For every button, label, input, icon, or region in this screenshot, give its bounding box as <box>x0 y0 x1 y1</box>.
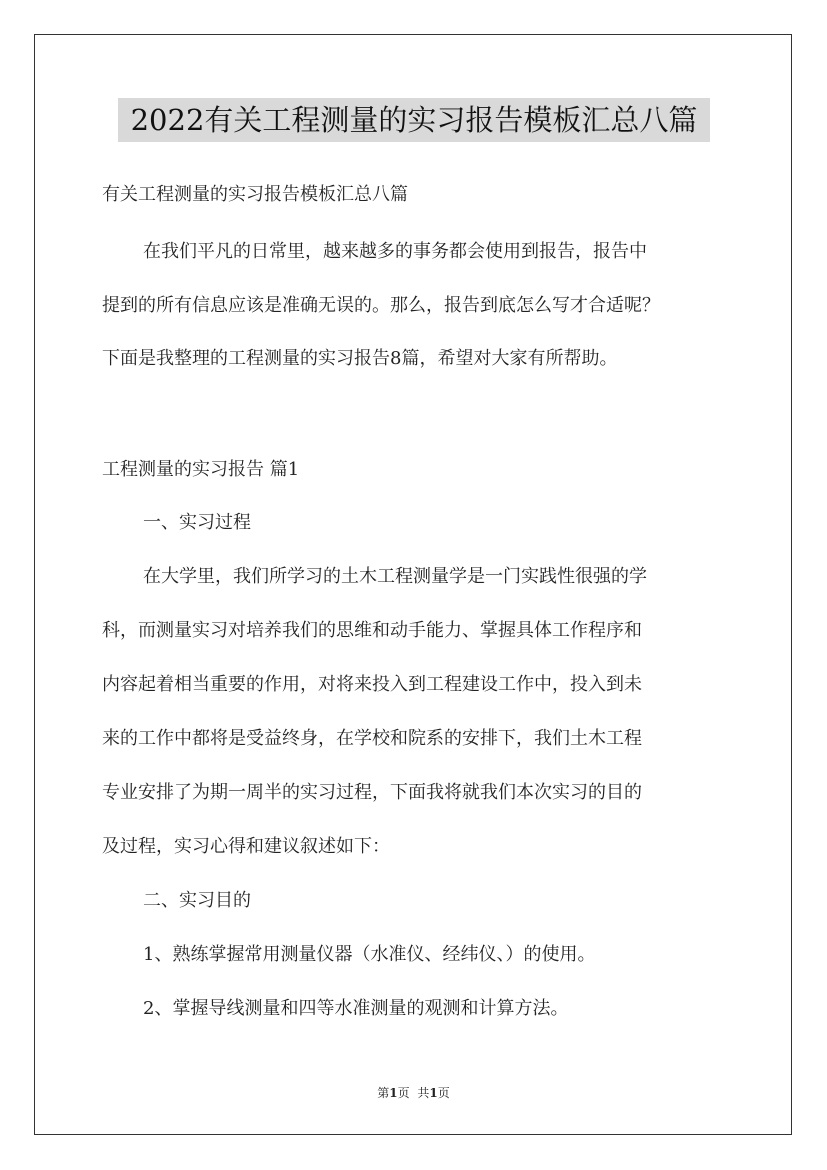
section-heading: 工程测量的实习报告 篇1 <box>102 459 300 480</box>
part1-heading: 一、实习过程 <box>143 512 251 533</box>
footer-prefix: 第 <box>377 1086 390 1100</box>
goal-item-2: 2、掌握导线测量和四等水准测量的观测和计算方法。 <box>143 998 569 1019</box>
intro-line: 下面是我整理的工程测量的实习报告8篇，希望对大家有所帮助。 <box>102 348 618 369</box>
footer-total-unit: 页 <box>437 1086 450 1100</box>
footer-total-number: 1 <box>429 1086 438 1100</box>
part2-heading: 二、实习目的 <box>143 890 251 911</box>
page-footer <box>0 1084 827 1101</box>
intro-line: 提到的所有信息应该是准确无误的。那么，报告到底怎么写才合适呢？ <box>102 295 660 316</box>
part1-line: 来的工作中都将是受益终身，在学校和院系的安排下，我们土木工程 <box>102 728 642 749</box>
part1-line: 及过程，实习心得和建议叙述如下： <box>102 836 390 857</box>
document-subtitle: 有关工程测量的实习报告模板汇总八篇 <box>102 184 408 205</box>
goal-item-1: 1、熟练掌握常用测量仪器（水准仪、经纬仪、）的使用。 <box>143 944 596 965</box>
part1-line: 科，而测量实习对培养我们的思维和动手能力、掌握具体工作程序和 <box>102 620 642 641</box>
footer-page-unit: 页 <box>397 1086 410 1100</box>
part1-line: 专业安排了为期一周半的实习过程，下面我将就我们本次实习的目的 <box>102 782 642 803</box>
footer-total-prefix: 共 <box>417 1086 430 1100</box>
part1-line: 在大学里，我们所学习的土木工程测量学是一门实践性很强的学 <box>143 566 647 587</box>
footer-page-number: 1 <box>389 1086 398 1100</box>
intro-line: 在我们平凡的日常里，越来越多的事务都会使用到报告，报告中 <box>143 241 647 262</box>
part1-line: 内容起着相当重要的作用，对将来投入到工程建设工作中，投入到未 <box>102 674 642 695</box>
document-title: 2022有关工程测量的实习报告模板汇总八篇 <box>118 98 710 142</box>
